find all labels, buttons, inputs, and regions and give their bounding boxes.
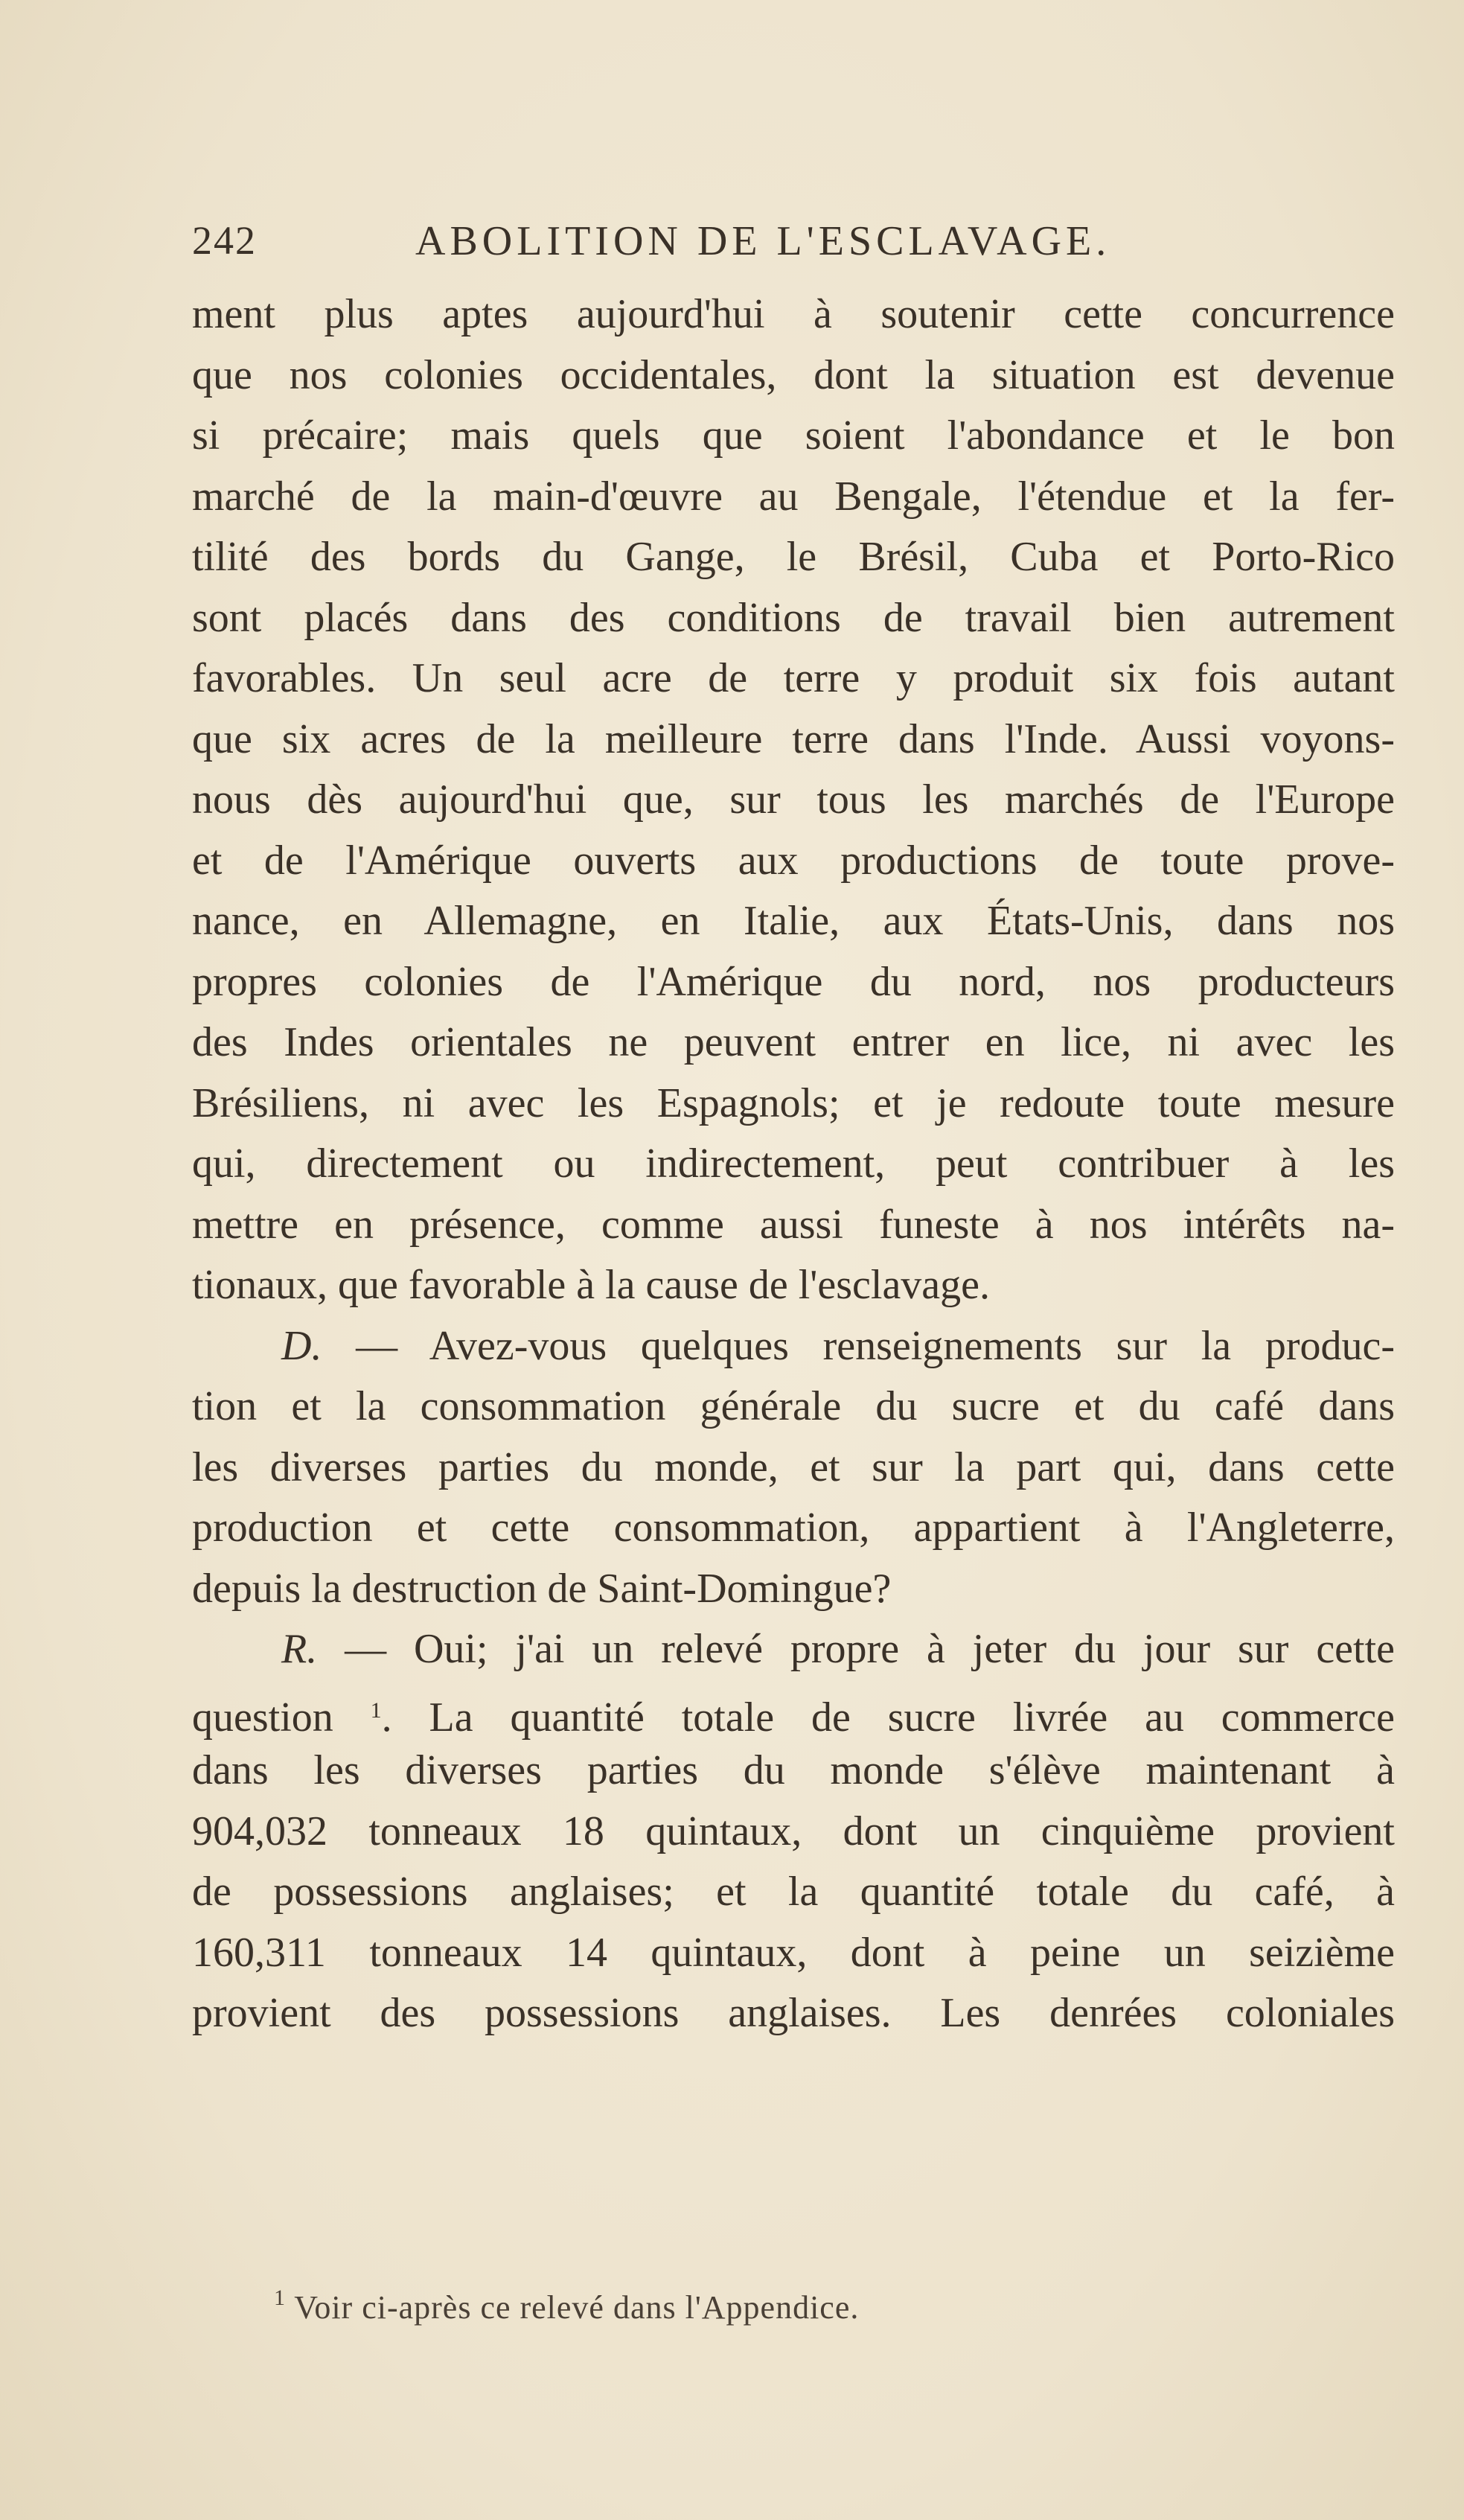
text-line: 904,032 tonneaux 18 quintaux, dont un cinquième provient	[192, 1808, 1395, 1854]
text-line: dans les diverses parties du monde s'élève maintenant à	[192, 1747, 1395, 1793]
text-line: tilité des bords du Gange, le Brésil, Cuba et Porto-Rico	[192, 534, 1395, 580]
answer-text: — Oui; j'ai un relevé propre à jeter du jour sur cette	[345, 1626, 1395, 1672]
footnote-text: Voir ci-après ce relevé dans l'Appendice.	[294, 2289, 860, 2326]
answer-text: question	[192, 1694, 333, 1741]
text-line: des Indes orientales ne peuvent entrer en lice, ni avec les	[192, 1019, 1395, 1065]
text-line: nance, en Allemagne, en Italie, aux États-Unis, dans nos	[192, 898, 1395, 944]
answer-first-line	[192, 1619, 1395, 1680]
text-line: Brésiliens, ni avec les Espagnols; et je redoute toute mesure	[192, 1079, 1395, 1126]
question-first-line	[192, 1316, 1395, 1377]
text-line: les diverses parties du monde, et sur la part qui, dans cette	[192, 1444, 1395, 1490]
text-line: sont placés dans des conditions de travail bien autrement	[192, 594, 1395, 641]
text-line: 160,311 tonneaux 14 quintaux, dont à peine un seizième	[192, 1929, 1395, 1976]
text-line: depuis la destruction de Saint-Domingue?	[192, 1565, 892, 1612]
answer-text: . La quantité totale de sucre livrée au commerce	[381, 1694, 1395, 1741]
text-line: si précaire; mais quels que soient l'abondance et le bon	[192, 412, 1395, 459]
text-line: qui, directement ou indirectement, peut contribuer à les	[192, 1141, 1395, 1187]
text-line: provient des possessions anglaises. Les denrées coloniales	[192, 1990, 1395, 2036]
footnote-reference: 1	[370, 1697, 382, 1723]
answer-second-line	[192, 1680, 1395, 1741]
text-line: que six acres de la meilleure terre dans l'Inde. Aussi voyons-	[192, 715, 1395, 762]
page-number: 242	[192, 218, 257, 263]
question-text: — Avez-vous quelques renseignements sur la produc-	[356, 1322, 1395, 1369]
text-line: ment plus aptes aujourd'hui à soutenir cette concurrence	[192, 291, 1395, 337]
text-line: marché de la main-d'œuvre au Bengale, l'étendue et la fer-	[192, 473, 1395, 520]
question-speaker: D.	[281, 1322, 322, 1369]
text-line: favorables. Un seul acre de terre y produit six fois autant	[192, 655, 1395, 701]
text-line: production et cette consommation, appartient à l'Angleterre,	[192, 1505, 1395, 1551]
text-line: tionaux, que favorable à la cause de l'esclavage.	[192, 1262, 991, 1308]
body-text	[192, 284, 1395, 2044]
text-line: nous dès aujourd'hui que, sur tous les marchés de l'Europe	[192, 776, 1395, 823]
running-title: ABOLITION DE L'ESCLAVAGE.	[415, 218, 1111, 264]
answer-speaker: R.	[281, 1626, 318, 1672]
footnote	[274, 2285, 1316, 2326]
text-line: mettre en présence, comme aussi funeste à nos intérêts na-	[192, 1201, 1395, 1248]
page-header	[192, 217, 1249, 277]
text-line: tion et la consommation générale du sucre et du café dans	[192, 1383, 1395, 1429]
footnote-marker: 1	[274, 2285, 286, 2310]
text-line: et de l'Amérique ouverts aux productions de toute prove-	[192, 837, 1395, 884]
text-line: de possessions anglaises; et la quantité totale du café, à	[192, 1869, 1395, 1915]
text-line: propres colonies de l'Amérique du nord, nos producteurs	[192, 958, 1395, 1005]
text-line: que nos colonies occidentales, dont la situation est devenue	[192, 351, 1395, 398]
